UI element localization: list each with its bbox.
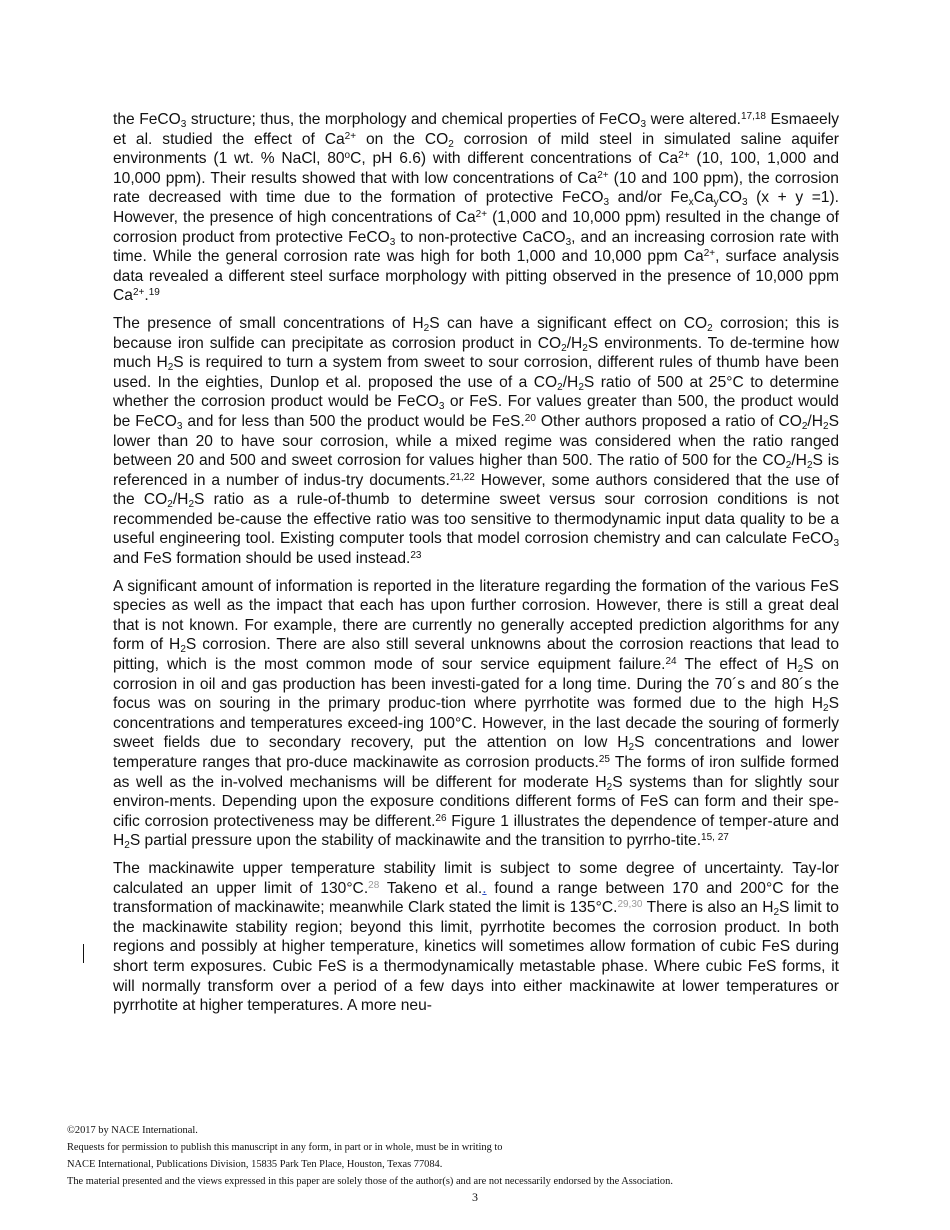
subscript: 2 [124,840,130,852]
subscript: 2 [180,644,186,656]
paragraph-1 [113,110,839,306]
body-text [113,110,839,1024]
text-run: S corrosion. There are also still several unknowns about the corrosion reactions that lead to pitting, which is the most common mode of sour service equipment failure. [113,636,840,674]
subscript: 3 [389,236,396,248]
text-run: S systems than for slightly sour environ-ments. Depending upon the exposure conditions different forms of FeS can form and their spe-cific corrosion protectiveness may be different. [113,773,840,830]
text-run: S limit to the mackinawite stability region; beyond this limit, pyrrhotite becomes the corrosion product. In both regions and possibly at higher temperature, kinetics will sometimes allow formation of cubic FeS during short term exposures. Cubic FeS is a thermodynamically metastable phase. Where cubic FeS forms, it will normally transform over a period of a few days into either mackinawite at lower temperatures or pyrrhotite at higher temperatures. A more neu- [113,899,839,1015]
text-run: A significant amount of information is reported in the literature regarding the formation of the various FeS species as well as the impact that each has upon further corrosion. However, there is still a great deal that is not known. For example, there are currently no generally accepted prediction algorithms for any form of H [113,577,839,654]
subscript: 3 [438,401,445,413]
text-run: Other authors proposed a ratio of CO [535,412,802,430]
text-run: (10, 100, 1,000 and 10,000 ppm). Their results showed that with low concentrations of Ca [113,150,840,187]
citation-superscript: 25 [598,754,610,765]
footer-copyright: ©2017 by NACE International. [67,1125,198,1136]
text-run: The mackinawite upper temperature stability limit is subject to some degree of uncertainty. Tay-lor calculated an upper limit of 130°C. [113,859,839,897]
text-run: S ratio as a rule-of-thumb to determine sweet versus sour corrosion conditions is not recommended be-cause the effective ratio was too sensitive to thermodynamic input data quality to be a useful engineering tool. Existing computer tools that model corrosion chemistry and can calculate FeCO [113,491,839,548]
subscript: 3 [565,236,572,248]
page-footer [67,1122,897,1190]
citation-superscript: 2+ [703,248,716,260]
text-run: S on corrosion in oil and gas production has been investi-gated for a long time. During the 70´s and 80´s the focus was on souring in the primary produc-tion where pyrrhotite was formed due to the high H [113,656,839,713]
text-run: Ca [693,189,714,207]
subscript: 3 [741,197,748,209]
footer-permission-line-2: NACE International, Publications Division, 15835 Park Ten Place, Houston, Texas 77084. [67,1159,443,1170]
subscript: 2 [582,342,588,354]
text-run: or FeS. For values greater than 500, the product would be FeCO [113,393,839,430]
text-run: C, pH 6.6) with different concentrations of Ca [350,150,679,168]
text-run: to non-protective CaCO [395,228,566,246]
subscript: 2 [628,742,635,754]
subscript: y [713,197,719,209]
text-run: /H [172,491,189,509]
subscript: 2 [785,460,792,472]
citation-superscript: 17,18 [740,111,766,122]
citation-superscript: 23 [410,550,422,562]
text-run: S lower than 20 to have sour corrosion, while a mixed regime was considered when the ratio ranged between 20 and 500 and sweet corrosion for values higher than 500. The ratio of 500 for the CO [113,412,839,470]
citation-superscript: 20 [524,412,536,424]
text-run: /H [562,373,579,391]
citation-superscript: 2+ [597,169,609,181]
text-run: The effect of H [676,656,798,674]
subscript: 3 [176,420,183,432]
citation-superscript: 21,22 [449,471,475,483]
citation-superscript: 15, 27 [701,832,729,844]
subscript: 3 [603,197,610,209]
reference-link[interactable]: . [482,879,487,897]
subscript: 3 [833,538,839,550]
text-run: the FeCO [113,111,181,128]
citation-superscript: 2+ [132,287,145,299]
page-number: 3 [472,1190,478,1204]
subscript: 2 [167,362,174,374]
text-run: /H [791,452,807,470]
subscript: 2 [557,381,563,393]
text-run: , and an increasing corrosion rate with time. While the general corrosion rate was high for both 1,000 and 10,000 ppm Ca [113,228,839,266]
text-run: S ratio of 500 at 25°C to determine whether the corrosion product would be FeCO [113,373,840,411]
subscript: 2 [797,664,804,676]
text-run: Takeno et al. [379,879,483,897]
text-run: S is referenced in a number of indus-try documents. [113,452,839,489]
subscript: x [688,197,694,209]
text-run: S can have a significant effect on CO [429,314,708,332]
text-run: S concentrations and temperatures exceed-ing 100°C. However, in the last decade the souring of formerly sweet fields due to secondary recovery, put the attention on low H [113,695,839,752]
subscript: 2 [188,499,194,511]
citation-superscript: 24 [665,656,677,668]
text-run: S environments. To de-termine how much H [113,334,840,372]
text-run: There is also an H [642,899,774,917]
text-run: However, some authors considered that the use of the CO [113,471,839,509]
text-run: and FeS formation should be used instead. [113,550,411,568]
paragraph-3 [113,577,839,851]
citation-superscript: 19 [148,287,160,299]
text-run: . [144,287,149,305]
citation-superscript: 26 [435,812,447,824]
text-run: corrosion of mild steel in simulated saline aquifer environments (1 wt. % NaCl, 80 [113,130,839,168]
text-run: corrosion; this is because iron sulfide can precipitate as corrosion product in CO [113,314,840,352]
paragraph-2 [113,314,839,569]
subscript: 2 [448,138,454,150]
text-run: The forms of iron sulfide formed as well as the in-volved mechanisms will be different for moderate H [113,754,839,791]
text-run: found a range between 170 and 200°C for the transformation of mackinawite; meanwhile Clark stated the limit is 135°C. [113,879,839,917]
subscript: 2 [806,460,813,472]
text-run: Figure 1 illustrates the dependence of temper-ature and H [113,812,839,850]
text-run: CO [718,189,742,207]
footer-permission-line-1: Requests for permission to publish this manuscript in any form, in part or in whole, must be in writing to [67,1142,503,1153]
text-run: The presence of small concentrations of H [113,314,424,332]
subscript: 2 [606,781,613,793]
citation-superscript: 28 [368,879,380,891]
subscript: 2 [823,420,829,432]
paragraph-4 [113,859,839,1016]
text-run: were altered. [646,111,741,128]
subscript: 2 [578,381,584,393]
footer-disclaimer: The material presented and the views expressed in this paper are solely those of the author(s) and are not necessarily endorsed by the Association. [67,1176,673,1187]
citation-superscript: 2+ [678,150,690,162]
citation-superscript: 29,30 [617,899,643,911]
text-run: S concentrations and lower temperature ranges that pro-duce mackinawite as corrosion products. [113,734,839,771]
text-run: and for less than 500 the product would be FeS. [182,412,525,430]
subscript: 2 [707,322,713,334]
text-run: /H [807,412,823,430]
citation-superscript: 2+ [344,130,357,142]
citation-superscript: 2+ [475,208,488,220]
text-run: structure; thus, the morphology and chemical properties of FeCO [186,111,641,128]
subscript: 2 [167,499,173,511]
subscript: 2 [801,420,808,432]
text-run: (x + y =1). However, the presence of high concentrations of Ca [113,189,839,226]
citation-superscript: o [344,150,351,162]
subscript: 3 [640,119,647,130]
text-run: (1,000 and 10,000 ppm) resulted in the change of corrosion product from protective FeCO [113,208,839,246]
text-run: Esmaeely et al. studied the effect of Ca [113,111,839,148]
text-run: S is required to turn a system from sweet to sour corrosion, different rules of thumb have been used. In the eighties, Dunlop et al. proposed the use of a CO [113,354,839,391]
subscript: 3 [180,119,187,130]
text-run: , surface analysis data revealed a different steel surface morphology with pitting observed in the presence of 10,000 ppm Ca [113,248,839,305]
text-run: /H [566,334,583,352]
subscript: 2 [423,322,430,334]
text-run: (10 and 100 ppm), the corrosion rate decreased with time due to the formation of protective FeCO [113,169,839,207]
revision-change-bar [83,944,84,963]
subscript: 2 [561,342,567,354]
subscript: 2 [823,703,829,715]
subscript: 2 [773,907,780,919]
text-run: on the CO [356,130,449,148]
text-run: and/or Fe [609,189,689,207]
text-run: S partial pressure upon the stability of mackinawite and the transition to pyrrho-tite. [129,832,702,850]
